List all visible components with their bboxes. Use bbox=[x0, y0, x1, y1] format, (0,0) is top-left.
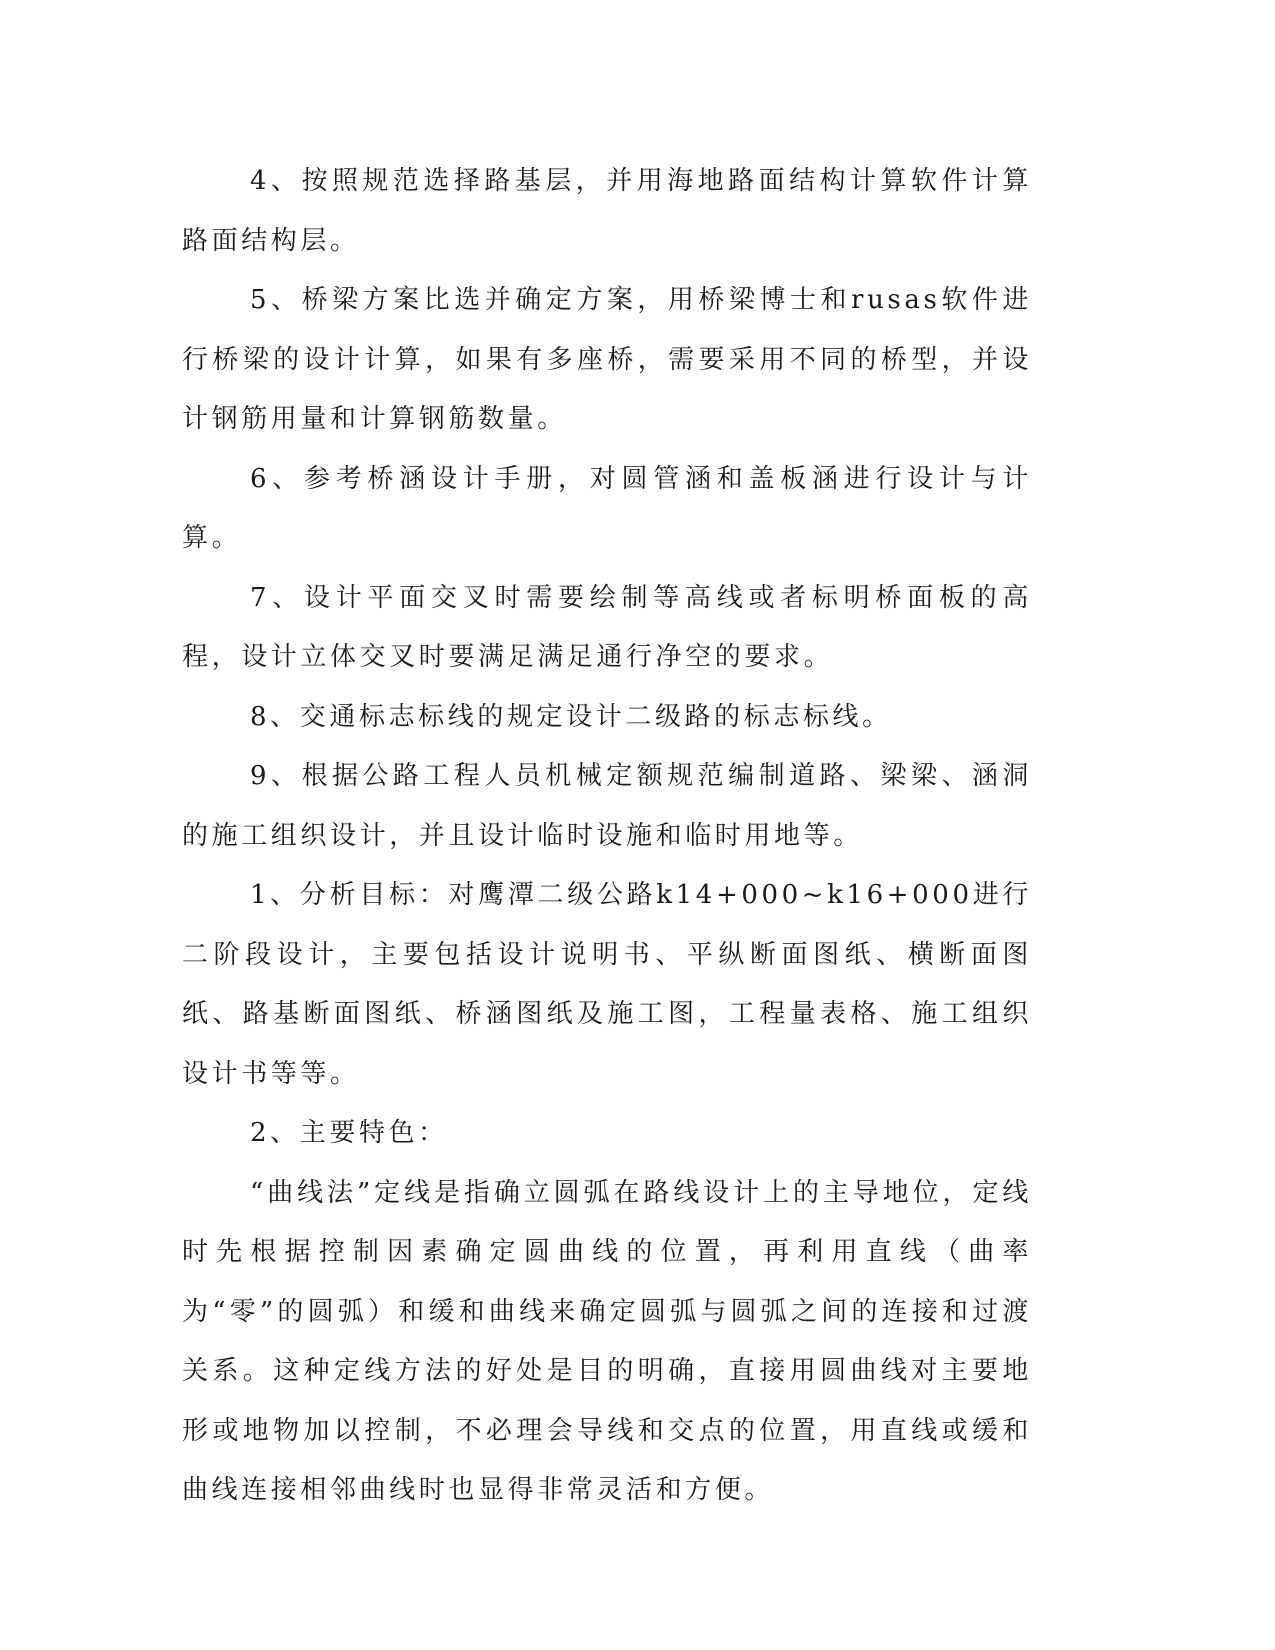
paragraph-curve-method: “曲线法”定线是指确立圆弧在路线设计上的主导地位，定线时先根据控制因素确定圆曲线的位置，再利用直线（曲率为“零”的圆弧）和缓和曲线来确定圆弧与圆弧之间的连接和过渡关系。这种定线方法的好处是目的明确，直接用圆曲线对主要地形或地物加以控制，不必理会导线和交点的位置，用直线或缓和曲线连接相邻曲线时也显得非常灵活和方便。 bbox=[182, 1177, 1032, 1505]
paragraph-main-features: 2、主要特色： bbox=[250, 1118, 448, 1148]
paragraph-item-6: 6、参考桥涵设计手册，对圆管涵和盖板涵进行设计与计算。 bbox=[182, 463, 1032, 553]
paragraph-item-9: 9、根据公路工程人员机械定额规范编制道路、梁梁、涵洞的施工组织设计，并且设计临时设施和临时用地等。 bbox=[182, 761, 1032, 851]
paragraph-item-8: 8、交通标志标线的规定设计二级路的标志标线。 bbox=[250, 701, 892, 732]
paragraph-item-7: 7、设计平面交叉时需要绘制等高线或者标明桥面板的高程，设计立体交叉时要满足满足通行净空的要求。 bbox=[182, 582, 1032, 672]
paragraph-item-5: 5、桥梁方案比选并确定方案，用桥梁博士和rusas软件进行桥梁的设计计算，如果有多座桥，需要采用不同的桥型，并设计钢筋用量和计算钢筋数量。 bbox=[182, 285, 1032, 434]
paragraph-item-4: 4、按照规范选择路基层，并用海地路面结构计算软件计算路面结构层。 bbox=[182, 166, 1032, 256]
paragraph-analysis-goal: 1、分析目标：对鹰潭二级公路k14+000~k16+000进行二阶段设计，主要包括设计说明书、平纵断面图纸、横断面图纸、路基断面图纸、桥涵图纸及施工图，工程量表格、施工组织设计书等等。 bbox=[182, 880, 1032, 1089]
document-body bbox=[182, 152, 1032, 1521]
